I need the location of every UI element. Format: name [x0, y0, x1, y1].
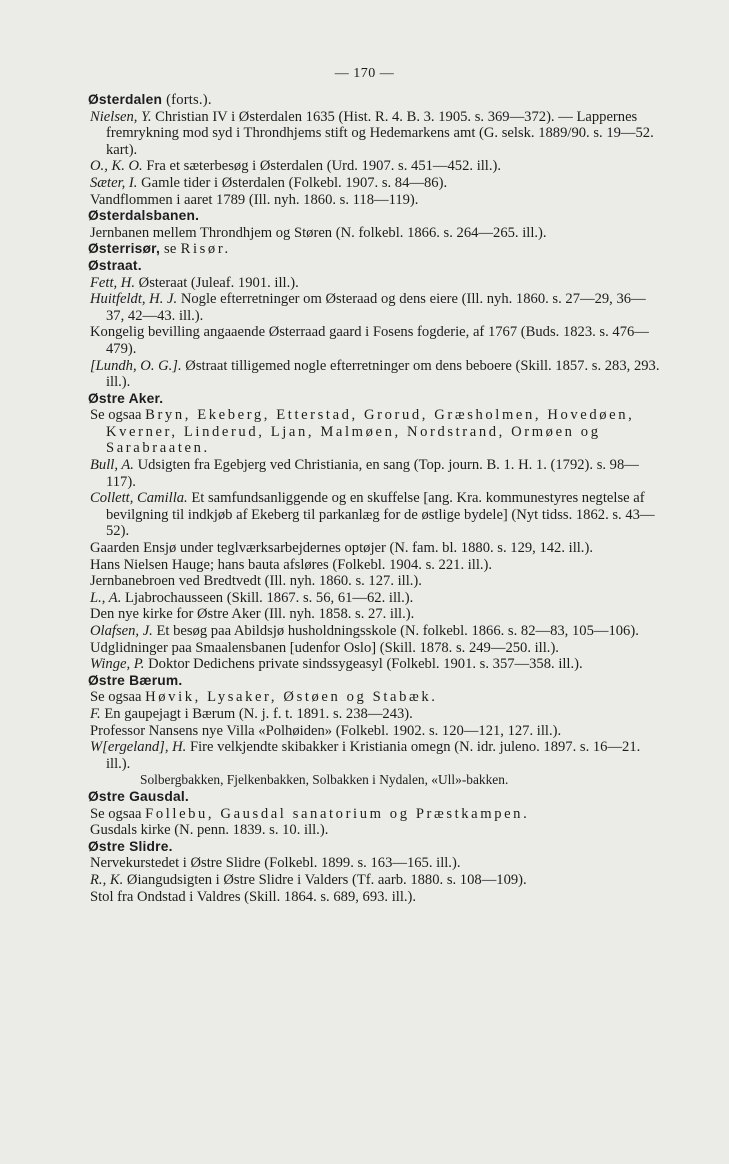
entry-text: Jernbanebroen ved Bredtvedt (Ill. nyh. 1860. s. 127. ill.).: [90, 573, 422, 590]
entry: [88, 490, 660, 540]
entry-text: Professor Nansens nye Villa «Polhøiden» (Folkebl. 1902. s. 120—121, 127. ill.).: [90, 722, 562, 739]
entry-text: Gamle tider i Østerdalen (Folkebl. 1907. s. 84—86).: [141, 174, 448, 191]
entry-text: Den nye kirke for Østre Aker (Ill. nyh. 1858. s. 27. ill.).: [90, 606, 415, 623]
heading-ostre-aker: Østre Aker.: [88, 390, 164, 406]
entry-author: R., K.: [90, 871, 124, 888]
entry: [88, 739, 660, 772]
heading-osterdalen: [88, 92, 660, 109]
entry: [88, 590, 660, 607]
index-content: [88, 92, 660, 905]
see-also: [88, 689, 660, 706]
entry: [88, 109, 660, 159]
entry: [88, 175, 660, 192]
see-also-label: Se ogsaa: [90, 805, 142, 822]
see-also-label: Se ogsaa: [90, 689, 142, 706]
page-number: — 170 —: [334, 66, 395, 81]
entry-text: Stol fra Ondstad i Valdres (Skill. 1864. s. 689, 693. ill.).: [90, 888, 417, 905]
entry: [88, 656, 660, 673]
entry-author: Collett, Camilla.: [90, 490, 188, 507]
entry: [88, 723, 660, 740]
entry-text: Et samfundsanliggende og en skuffelse [ang. Kra. kommunestyres negtelse af bevilgning til indkjøb af Ekeberg til parkanlæg for de østlige bydele] (Nyt tidss. 1862. s. 43—52).: [106, 490, 655, 540]
entry-text: Gaarden Ensjø under teglværksarbejdernes optøjer (N. fam. bl. 1880. s. 129, 142. ill.).: [90, 540, 593, 557]
entry-author: Fett, H.: [90, 274, 135, 291]
entry-author: Nielsen, Y.: [90, 108, 152, 125]
entry-text: Fra et sæterbesøg i Østerdalen (Urd. 1907. s. 451—452. ill.).: [146, 158, 502, 175]
see-also-text: Høvik, Lysaker, Østøen og Stabæk.: [145, 689, 438, 706]
entry: [88, 540, 660, 557]
entry-text: Øiangudsigten i Østre Slidre i Valders (Tf. aarb. 1880. s. 108—109).: [126, 871, 527, 888]
entry: [88, 192, 660, 209]
entry-text: Østraat tilligemed nogle efterretninger om dens beboere (Skill. 1857. s. 283, 293. ill.).: [106, 357, 660, 391]
entry-author: F.: [90, 705, 101, 722]
entry: [88, 324, 660, 357]
entry-text: Nogle efterretninger om Østeraad og dens eiere (Ill. nyh. 1860. s. 27—29, 36—37, 42—43. ill.).: [106, 291, 646, 324]
heading-ostraat: Østraat.: [88, 257, 142, 273]
heading-ostre-baerum: Østre Bærum.: [88, 672, 183, 688]
entry: [88, 291, 660, 324]
entry-text: Ljabrochausseen (Skill. 1867. s. 56, 61—62. ill.).: [125, 589, 414, 606]
entry-author: W[ergeland], H.: [90, 739, 187, 756]
heading-osterrisor: [88, 241, 660, 258]
entry-text: Et besøg paa Abildsjø husholdningsskole (N. folkebl. 1866. s. 82—83, 105—106).: [156, 623, 639, 639]
entry: [88, 457, 660, 490]
entry: [88, 706, 660, 723]
entry: [88, 855, 660, 872]
entry-text: Østeraat (Juleaf. 1901. ill.).: [138, 274, 299, 291]
heading-ostre-slidre: Østre Slidre.: [88, 838, 173, 854]
entry-text: Gusdals kirke (N. penn. 1839. s. 10. ill.).: [90, 822, 329, 839]
entry: [88, 573, 660, 590]
entry-author: L., A.: [90, 589, 122, 606]
entry: [88, 640, 660, 657]
entry-author: Huitfeldt, H. J.: [90, 291, 178, 308]
entry-author: Winge, P.: [90, 656, 145, 673]
entry-text: Nervekurstedet i Østre Slidre (Folkebl. 1899. s. 163—165. ill.).: [90, 855, 461, 872]
entry-author: Sæter, I.: [90, 174, 138, 191]
entry: [88, 822, 660, 839]
see-target: Risør.: [180, 241, 231, 258]
entry-text: Vandflommen i aaret 1789 (Ill. nyh. 1860. s. 118—119).: [90, 191, 419, 208]
entry-author: Olafsen, J.: [90, 623, 153, 639]
see-also-text: Bryn, Ekeberg, Etterstad, Grorud, Græsholmen, Hovedøen, Kverner, Linderud, Ljan, Malmøen, Nordstrand, Ormøen og Sarabraaten.: [106, 407, 635, 457]
entry-text: Doktor Dedichens private sindssygeasyl (Folkebl. 1901. s. 357—358. ill.).: [148, 656, 583, 673]
entry-author: Bull, A.: [90, 457, 134, 474]
heading-osterdalsbanen: Østerdalsbanen.: [88, 208, 200, 224]
entry-text: Hans Nielsen Hauge; hans bauta afsløres (Folkebl. 1904. s. 221. ill.).: [90, 556, 493, 573]
entry-subnote: Solbergbakken, Fjelkenbakken, Solbakken i Nydalen, «Ull»-bakken.: [140, 772, 509, 788]
entry: [88, 275, 660, 292]
entry-text: Kongelig bevilling angaaende Østerraad gaard i Fosens fogderie, af 1767 (Buds. 1823. s. 476—479).: [90, 324, 649, 357]
see-also: [88, 407, 660, 457]
entry-author: [Lundh, O. G.].: [90, 357, 182, 374]
heading-title: Østerdalen: [88, 92, 163, 107]
entry-author: O., K. O.: [90, 158, 143, 175]
entry: [88, 872, 660, 889]
entry: [88, 358, 660, 391]
entry: [88, 623, 660, 640]
entry-text: Fire velkjendte skibakker i Kristiania omegn (N. idr. juleno. 1897. s. 16—21. ill.).: [106, 739, 641, 772]
entry-text: En gaupejagt i Bærum (N. j. f. t. 1891. s. 238—243).: [104, 705, 413, 722]
entry-text: Udsigten fra Egebjerg ved Christiania, en sang (Top. journ. B. 1. H. 1. (1792). s. 98—117).: [106, 457, 639, 490]
entry-text: Christian IV i Østerdalen 1635 (Hist. R. 4. B. 3. 1905. s. 369—372). — Lappernes fremrykning mod syd i Throndhjems stift og Hedemarkens amt (G. selsk. 1889/90. s. 19—52. kart).: [106, 108, 654, 158]
see-also-label: Se ogsaa: [90, 407, 142, 424]
entry: [88, 889, 660, 906]
heading-ostre-gausdal: Østre Gausdal.: [88, 788, 189, 804]
see-word: se: [164, 241, 177, 258]
see-also-text: Follebu, Gausdal sanatorium og Præstkampen.: [145, 805, 530, 822]
entry: [88, 606, 660, 623]
entry: [88, 158, 660, 175]
see-also: [88, 806, 660, 823]
entry-text: Udglidninger paa Smaalensbanen [udenfor Oslo] (Skill. 1878. s. 249—250. ill.).: [90, 639, 559, 656]
entry: [88, 225, 660, 242]
heading-title: Østerrisør,: [88, 241, 160, 257]
heading-suffix: (forts.).: [166, 92, 212, 108]
entry-text: Jernbanen mellem Throndhjem og Støren (N. folkebl. 1866. s. 264—265. ill.).: [90, 224, 547, 241]
entry: [88, 557, 660, 574]
